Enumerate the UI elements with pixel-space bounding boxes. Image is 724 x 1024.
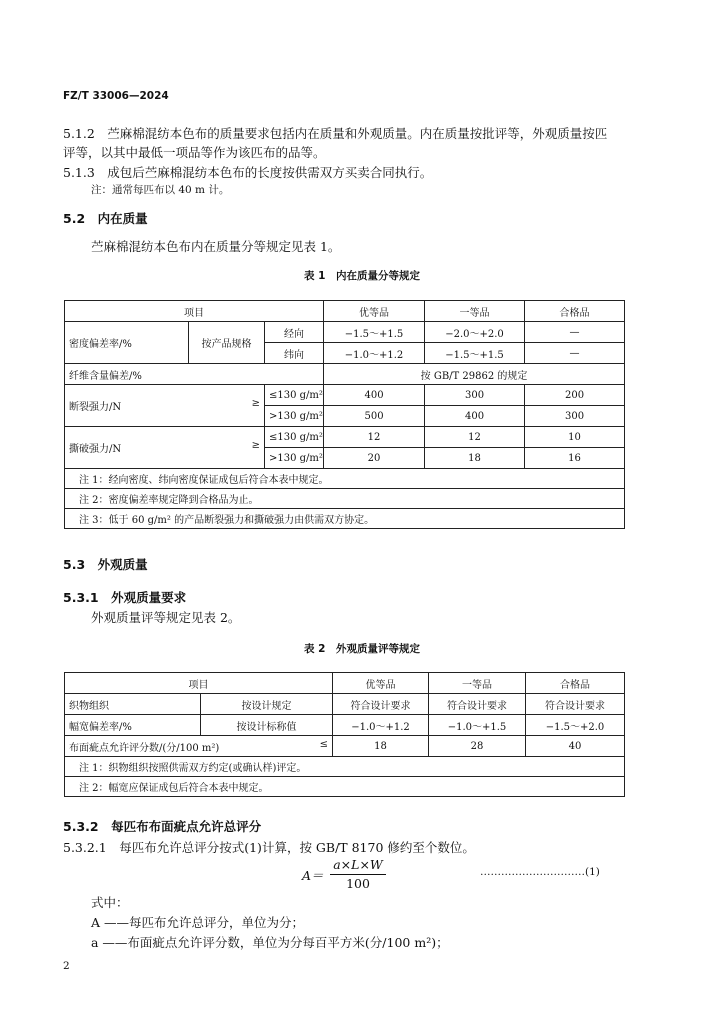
table1-note-row <box>65 509 625 529</box>
table-cell: 18 <box>333 736 429 757</box>
fiber-value: 按 GB/T 29862 的规定 <box>324 364 625 385</box>
table-cell: — <box>525 343 625 364</box>
table1-caption: 表 1 内在质量分等规定 <box>304 270 420 282</box>
table-cell: −1.0～+1.2 <box>333 715 429 736</box>
table1-header-grade3: 合格品 <box>525 301 625 322</box>
weave-label: 织物组织 <box>65 694 201 715</box>
section-5-3-title: 5.3 外观质量 <box>63 557 148 572</box>
clause-5-1-3-note: 注：通常每匹布以 40 m 计。 <box>91 184 230 196</box>
table-cell: 400 <box>425 406 525 427</box>
table1-header-grade2: 一等品 <box>425 301 525 322</box>
weave-sub: 按设计规定 <box>201 694 333 715</box>
table2-caption: 表 2 外观质量评等规定 <box>304 643 420 655</box>
table-cell: 300 <box>425 385 525 406</box>
table-row <box>65 427 625 448</box>
fiber-label: 纤维含量偏差/% <box>65 364 324 385</box>
table1-note-row <box>65 489 625 509</box>
table-cell: 20 <box>324 448 425 469</box>
formula-fraction-bar <box>330 874 386 875</box>
table1-header-item: 项目 <box>65 301 324 322</box>
tearing-cond-b: >130 g/m² <box>265 448 324 469</box>
table-cell: 12 <box>324 427 425 448</box>
formula-numerator: a×L×W <box>333 857 383 872</box>
table-row <box>65 322 625 343</box>
definitions-intro: 式中： <box>91 895 129 910</box>
table-row <box>65 364 625 385</box>
defect-label <box>65 736 333 757</box>
defect-symbol: ≤ <box>319 738 328 750</box>
table2-header-row <box>65 673 625 694</box>
tearing-cond-a: ≤130 g/m² <box>265 427 324 448</box>
table2-note-2: 注 2：幅宽应保证成包后符合本表中规定。 <box>65 777 625 797</box>
table-row <box>65 736 625 757</box>
table1-note-row <box>65 469 625 489</box>
section-5-3-2-title: 5.3.2 每匹布布面疵点允许总评分 <box>63 819 262 834</box>
table1-header-row <box>65 301 625 322</box>
section-5-3-2-1-text: 5.3.2.1 每匹布允许总评分按式(1)计算，按 GB/T 8170 修约至个数位。 <box>63 840 475 855</box>
width-sub: 按设计标称值 <box>201 715 333 736</box>
defect-label-text: 布面疵点允许评分数/(分/100 m²) <box>69 742 220 754</box>
formula-lhs: A＝ <box>302 868 324 883</box>
clause-5-1-2-line2: 评等，以其中最低一项品等作为该匹布的品等。 <box>63 145 326 160</box>
density-sub: 按产品规格 <box>189 322 265 364</box>
breaking-label <box>65 385 265 427</box>
table2-note-row <box>65 757 625 777</box>
table-cell: 符合设计要求 <box>333 694 429 715</box>
table-row <box>65 715 625 736</box>
table-cell: 300 <box>525 406 625 427</box>
page-number: 2 <box>63 960 70 972</box>
table-cell: 28 <box>429 736 526 757</box>
table2-header-grade1: 优等品 <box>333 673 429 694</box>
formula-denominator: 100 <box>346 876 370 891</box>
density-weft: 纬向 <box>265 343 324 364</box>
tearing-label-text: 撕破强力/N <box>69 444 122 455</box>
table2-header-item: 项目 <box>65 673 333 694</box>
table-row <box>65 694 625 715</box>
table2 <box>64 672 625 797</box>
table-cell: 符合设计要求 <box>526 694 625 715</box>
table-cell: 16 <box>525 448 625 469</box>
table-cell: 18 <box>425 448 525 469</box>
table1-note-1: 注 1：经向密度、纬向密度保证成包后符合本表中规定。 <box>65 469 625 489</box>
standard-code: FZ/T 33006—2024 <box>63 90 169 102</box>
definition-a: a ——布面疵点允许评分数，单位为分每百平方米(分/100 m²)； <box>91 935 449 950</box>
table-cell: 400 <box>324 385 425 406</box>
table-cell: 10 <box>525 427 625 448</box>
table-cell: −1.5～+1.5 <box>324 322 425 343</box>
table-cell: 40 <box>526 736 625 757</box>
tearing-label <box>65 427 265 469</box>
section-5-2-text: 苎麻棉混纺本色布内在质量分等规定见表 1。 <box>91 239 341 254</box>
tearing-symbol: ≥ <box>251 440 260 451</box>
section-5-3-1-title: 5.3.1 外观质量要求 <box>63 590 187 605</box>
table-cell: −2.0～+2.0 <box>425 322 525 343</box>
clause-5-1-2-line1: 5.1.2 苎麻棉混纺本色布的质量要求包括内在质量和外观质量。内在质量按批评等，外观质量按匹 <box>63 126 608 141</box>
density-warp: 经向 <box>265 322 324 343</box>
table-cell: 12 <box>425 427 525 448</box>
breaking-cond-a: ≤130 g/m² <box>265 385 324 406</box>
table-cell: — <box>525 322 625 343</box>
table1-header-grade1: 优等品 <box>324 301 425 322</box>
table-cell: 200 <box>525 385 625 406</box>
table1-note-2: 注 2：密度偏差率规定降到合格品为止。 <box>65 489 625 509</box>
table2-note-1: 注 1：织物组织按照供需双方约定(或确认样)评定。 <box>65 757 625 777</box>
density-label: 密度偏差率/% <box>65 322 189 364</box>
formula-number: …………………………(1) <box>480 866 600 878</box>
table2-header-grade3: 合格品 <box>526 673 625 694</box>
breaking-cond-b: >130 g/m² <box>265 406 324 427</box>
table-cell: 500 <box>324 406 425 427</box>
width-label: 幅宽偏差率/% <box>65 715 201 736</box>
table-row <box>65 385 625 406</box>
table-cell: −1.0～+1.2 <box>324 343 425 364</box>
table1-note-3: 注 3：低于 60 g/m² 的产品断裂强力和撕破强力由供需双方协定。 <box>65 509 625 529</box>
section-5-3-1-text: 外观质量评等规定见表 2。 <box>91 610 241 625</box>
table2-note-row <box>65 777 625 797</box>
table-cell: −1.0～+1.5 <box>429 715 526 736</box>
table1 <box>64 300 625 529</box>
definition-A: A ——每匹布允许总评分，单位为分； <box>91 915 305 930</box>
clause-5-1-3: 5.1.3 成包后苎麻棉混纺本色布的长度按供需双方买卖合同执行。 <box>63 165 433 180</box>
breaking-symbol: ≥ <box>251 398 260 409</box>
table2-header-grade2: 一等品 <box>429 673 526 694</box>
table-cell: 符合设计要求 <box>429 694 526 715</box>
table-cell: −1.5～+1.5 <box>425 343 525 364</box>
section-5-2-title: 5.2 内在质量 <box>63 211 148 226</box>
breaking-label-text: 断裂强力/N <box>69 402 122 413</box>
table-cell: −1.5～+2.0 <box>526 715 625 736</box>
